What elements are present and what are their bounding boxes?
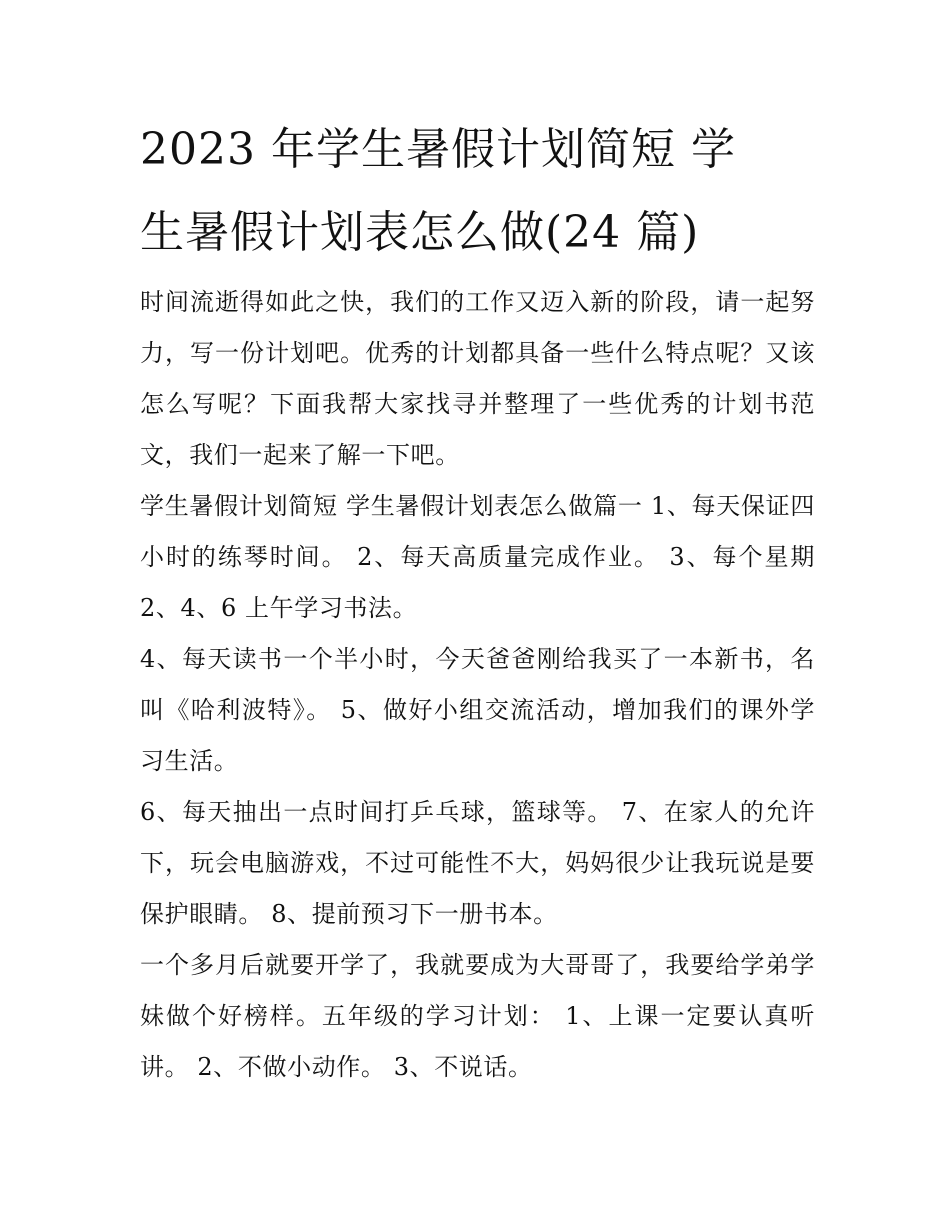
title-line-2: 生暑假计划表怎么做(24 篇) [140,207,700,258]
document-body [140,277,815,1093]
paragraph-plan-3: 6、每天抽出一点时间打乒乓球，篮球等。 7、在家人的允许下，玩会电脑游戏，不过可能性不大，妈妈很少让我玩说是要保护眼睛。 8、提前预习下一册书本。 [140,798,815,928]
paragraph-intro: 时间流逝得如此之快，我们的工作又迈入新的阶段，请一起努力，写一份计划吧。优秀的计划都具备一些什么特点呢？又该怎么写呢？下面我帮大家找寻并整理了一些优秀的计划书范文，我们一起来了解一下吧。 [140,288,815,469]
paragraph-plan-1: 学生暑假计划简短 学生暑假计划表怎么做篇一 1、每天保证四小时的练琴时间。 2、每天高质量完成作业。 3、每个星期 2、4、6 上午学习书法。 [140,492,815,622]
paragraph-plan-2: 4、每天读书一个半小时，今天爸爸刚给我买了一本新书，名叫《哈利波特》。 5、做好小组交流活动，增加我们的课外学习生活。 [140,645,815,775]
title-line-1: 2023 年学生暑假计划简短 学 [140,124,736,175]
paragraph-plan-4: 一个多月后就要开学了，我就要成为大哥哥了，我要给学弟学妹做个好榜样。五年级的学习计划： 1、上课一定要认真听讲。 2、不做小动作。 3、不说话。 [140,951,815,1081]
document-title [140,108,820,274]
